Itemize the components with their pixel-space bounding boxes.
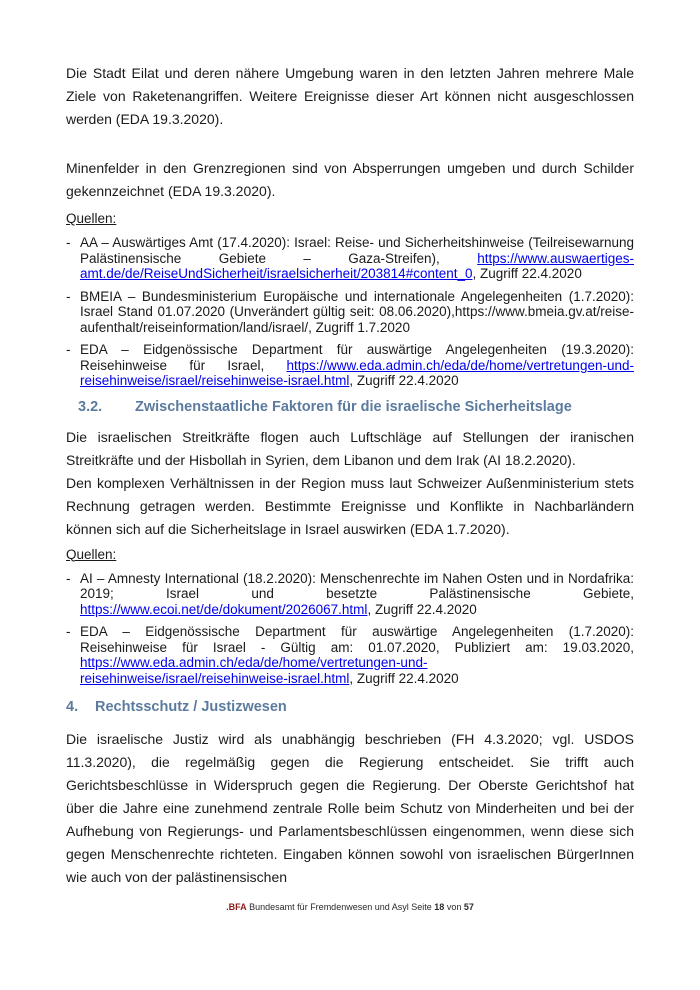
source-text: , Zugriff 22.4.2020 bbox=[349, 373, 459, 388]
heading-number: 3.2. bbox=[78, 398, 103, 415]
source-text: EDA – Eidgenössische Department für auswärtige Angelegenheiten (1.7.2020): Reisehinweise für Israel - Gültig am: 01.07.2020, Publiziert am: 19.03.2020, bbox=[80, 624, 634, 655]
heading-title: Zwischenstaatliche Faktoren für die israelische Sicherheitslage bbox=[135, 398, 572, 415]
footer-page-current: 18 bbox=[434, 902, 445, 912]
paragraph-verhaeltnisse: Den komplexen Verhältnissen in der Region muss laut Schweizer Außenministerium stets Rechnung getragen werden. Bestimmte Ereignisse und Konflikte in Nachbarländern können sich auf die Sicherheitslage in Israel auswirken (EDA 1.7.2020). bbox=[66, 474, 634, 537]
footer-page-label: Seite bbox=[411, 902, 432, 912]
paragraph-eilat: Die Stadt Eilat und deren nähere Umgebung waren in den letzten Jahren mehrere Male Ziele von Raketenangriffen. Weitere Ereignisse dieser Art können nicht ausgeschlossen werden (EDA 19.3.2020). bbox=[66, 65, 634, 127]
source-text: , Zugriff 22.4.2020 bbox=[367, 601, 477, 617]
section-heading-4 bbox=[66, 698, 634, 716]
sources-label: Quellen: bbox=[66, 546, 117, 562]
list-dash: - bbox=[66, 624, 71, 639]
sources-label: Quellen: bbox=[66, 211, 117, 226]
source-item-ai bbox=[66, 571, 634, 618]
source-text: , Zugriff 22.4.2020 bbox=[472, 266, 582, 281]
paragraph-justiz: Die israelische Justiz wird als unabhängig beschrieben (FH 4.3.2020; vgl. USDOS 11.3.2020), die regelmäßig gegen die Regierung entscheidet. Sie trifft auch Gerichtsbeschlüsse in Widerspruch gegen die Regierung. Der Oberste Gerichtshof hat über die Jahre eine zunehmend zentrale Rolle beim Schutz von Minderheiten und bei der Aufhebung von Regierungs- und Parlamentsbeschlüssen eingenommen, wenn diese sich gegen Menschenrechte richteten. Eingaben können sowohl von israelischen BürgerInnen wie auch von der palästinensischen bbox=[66, 731, 634, 885]
sources-list-2 bbox=[66, 571, 634, 687]
sources-list-1 bbox=[66, 235, 634, 389]
source-link[interactable]: https://www.eda.admin.ch/eda/de/home/vertretungen-und-reisehinweise/israel/reisehinweise-israel.html bbox=[80, 357, 634, 388]
paragraph-minenfelder: Minenfelder in den Grenzregionen sind von Absperrungen umgeben und durch Schilder gekennzeichnet (EDA 19.3.2020). bbox=[66, 160, 634, 199]
source-text: AI – Amnesty International (18.2.2020): Menschenrechte im Nahen Osten und in Nordafrika: 2019; Israel und besetzte Palästinensische Gebiete, bbox=[80, 570, 634, 601]
footer-department: Bundesamt für Fremdenwesen und Asyl bbox=[249, 902, 409, 912]
source-text: AA – Auswärtiges Amt (17.4.2020): Israel: Reise- und Sicherheitshinweise (Teilreisewarnung Palästinensische Gebiete – Gaza-Streifen), bbox=[80, 235, 634, 266]
source-text: BMEIA – Bundesministerium Europäische und internationale Angelegenheiten (1.7.2020): Israel Stand 01.07.2020 (Unverändert gültig seit: 08.06.2020),https://www.bmeia.gv.at/reise-aufenthalt/reiseinformation/land/israel/, Zugriff 1.7.2020 bbox=[80, 288, 634, 335]
list-dash: - bbox=[66, 570, 71, 586]
source-text: EDA – Eidgenössische Department für auswärtige Angelegenheiten (19.3.2020): Reisehinweise für Israel, bbox=[80, 342, 634, 373]
section-heading-3-2 bbox=[66, 398, 634, 416]
heading-title: Rechtsschutz / Justizwesen bbox=[95, 699, 287, 715]
source-link[interactable]: https://www.auswaertiges-amt.de/de/ReiseUndSicherheit/israelsicherheit/203814#content_0 bbox=[80, 250, 634, 281]
heading-number: 4. bbox=[66, 699, 79, 715]
list-dash: - bbox=[66, 342, 71, 357]
source-link[interactable]: https://www.ecoi.net/de/dokument/2026067.html bbox=[80, 601, 368, 617]
page-footer bbox=[0, 901, 700, 913]
footer-of-label: von bbox=[446, 902, 462, 912]
paragraph-streitkraefte: Die israelischen Streitkräfte flogen auch Luftschläge auf Stellungen der iranischen Streitkräfte und der Hisbollah in Syrien, dem Libanon und dem Irak (AI 18.2.2020). bbox=[66, 428, 634, 468]
footer-page-total: 57 bbox=[463, 902, 474, 912]
source-item-bmeia bbox=[66, 289, 634, 336]
source-item-eda bbox=[66, 342, 634, 389]
bfa-logo: .BFA bbox=[226, 902, 247, 912]
list-dash: - bbox=[66, 235, 71, 250]
source-link[interactable]: https://www.eda.admin.ch/eda/de/home/vertretungen-und-reisehinweise/israel/reisehinweise-israel.html bbox=[80, 655, 428, 686]
list-dash: - bbox=[66, 288, 71, 304]
source-item-aa bbox=[66, 235, 634, 282]
source-text: , Zugriff 22.4.2020 bbox=[349, 670, 459, 686]
source-item-eda-2 bbox=[66, 624, 634, 686]
